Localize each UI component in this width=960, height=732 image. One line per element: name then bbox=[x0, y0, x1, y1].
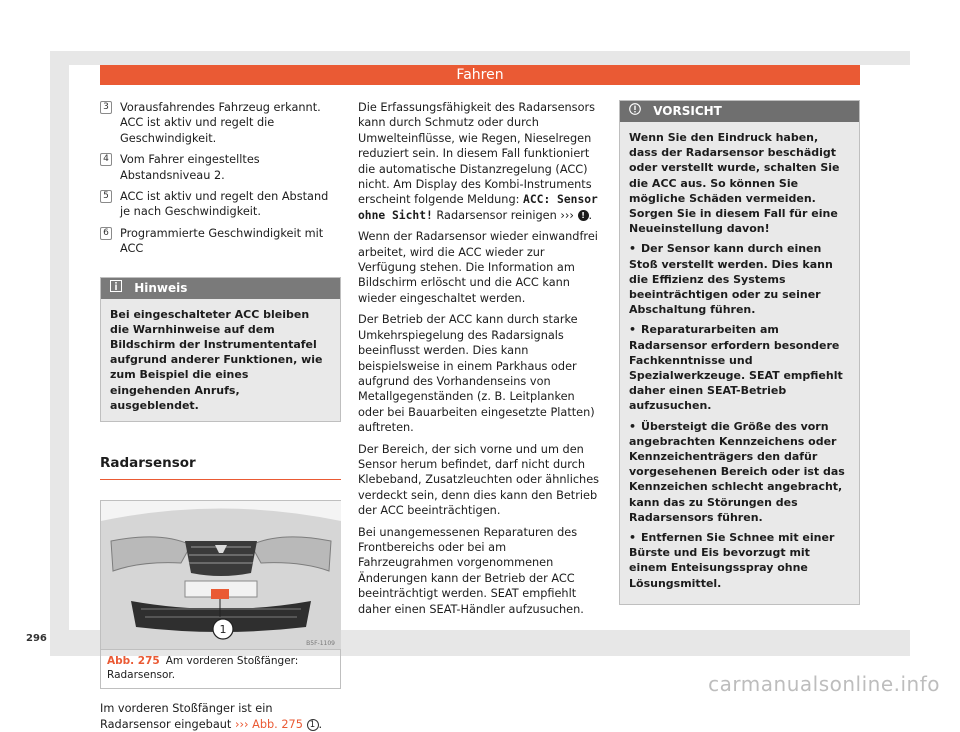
intro-end: . bbox=[318, 717, 323, 731]
item-number-badge: 3 bbox=[100, 101, 112, 114]
caution-bullet: • Entfernen Sie Schnee mit einer Bürste und Eis bevorzugt mit einem Enteisungsspray ohne Lösungsmittel. bbox=[629, 530, 850, 591]
hint-header bbox=[101, 278, 340, 299]
list-item-text: Programmierte Geschwindigkeit mit ACC bbox=[120, 226, 324, 256]
paragraph-text: Radarsensor reinigen bbox=[436, 208, 557, 222]
left-column bbox=[100, 100, 341, 732]
paragraph-end: . bbox=[588, 208, 593, 222]
item-number-badge: 4 bbox=[100, 153, 112, 166]
ref-arrow: ››› bbox=[234, 717, 249, 731]
figure-code: B5F-1109 bbox=[306, 640, 335, 648]
list-item-text: Vom Fahrer eingestelltes Abstandsniveau 2. bbox=[120, 153, 260, 182]
section-title: Radarsensor bbox=[100, 456, 341, 480]
item-number-badge: 6 bbox=[100, 227, 112, 240]
hint-box bbox=[100, 277, 341, 422]
caution-intro: Wenn Sie den Eindruck haben, dass der Radarsensor beschädigt oder verstellt wurde, schalten Sie die ACC aus. So können Sie mögliche Schäden vermeiden. Sorgen Sie in diesem Fall für eine Neueinstellung davon! bbox=[629, 131, 840, 236]
hint-title: Hinweis bbox=[134, 280, 188, 295]
intro-paragraph bbox=[100, 701, 341, 732]
figure bbox=[100, 500, 341, 689]
chapter-header: Fahren bbox=[100, 65, 860, 85]
paragraph-text: Die Erfassungsfähigkeit des Radarsensors kann durch Schmutz oder durch Umwelteinflüsse, wie Regen, Nieselregen reduziert sein. In diesem Fall funktioniert die automatische Distanzregelung (ACC) nicht. Am Display des Kombi-Instruments erscheint folgende Meldung: bbox=[358, 101, 596, 207]
paragraph: Der Betrieb der ACC kann durch starke Umkehrspiegelung des Radarsignals beeinflusst werden. Dies kann beispielsweise in einem Parkhaus oder aufgrund des Vorhandenseins von Metallgegenständen (z. B. Leitplanken oder bei Bauarbeiten eingesetzte Platten) auftreten. bbox=[358, 313, 595, 435]
list-item bbox=[100, 189, 341, 220]
paragraph: Wenn der Radarsensor wieder einwandfrei arbeitet, wird die ACC wieder zur Verfügung stehen. Die Information am Bildschirm erlöscht und die ACC kann wieder eingeschaltet werden. bbox=[358, 230, 598, 305]
reference-link[interactable] bbox=[235, 718, 303, 731]
right-column bbox=[619, 100, 860, 605]
paragraph bbox=[358, 100, 603, 223]
info-icon bbox=[110, 278, 122, 299]
warning-icon: ! bbox=[578, 210, 589, 221]
intro-text: Im vorderen Stoßfänger ist ein Radarsensor eingebaut bbox=[100, 702, 273, 731]
exclamation-circle-icon bbox=[629, 101, 641, 122]
page-number: 296 bbox=[26, 633, 47, 644]
caution-bullet: • Reparaturarbeiten am Radarsensor erfordern besondere Fachkenntnisse und Spezialwerkzeuge. SEAT empfiehlt daher einen SEAT-Betrieb aufzusuchen. bbox=[629, 322, 850, 413]
hint-text: Bei eingeschalteter ACC bleiben die Warnhinweise auf dem Bildschirm der Instrumententafel aufgrund anderer Funktionen, wie zum Beispiel die eines eingehenden Anrufs, ausgeblendet. bbox=[101, 299, 340, 421]
display-message: ACC: Sensor ohne Sicht! bbox=[358, 193, 598, 222]
list-item bbox=[100, 152, 341, 183]
car-front-illustration bbox=[101, 501, 341, 649]
figure-callout: 1 bbox=[219, 623, 227, 637]
figure-caption-text: Am vorderen Stoßfänger: Radarsensor. bbox=[107, 655, 299, 682]
caution-bullet: • Der Sensor kann durch einen Stoß verstellt werden. Dies kann die Effizienz des Systems beeinträchtigen oder zu seiner Abschaltung führen. bbox=[629, 241, 850, 317]
caution-bullet: • Übersteigt die Größe des vorn angebrachten Kennzeichens oder Kennzeichenträgers den dafür vorgesehenen Bereich oder ist das Kennzeichen schlecht angebracht, kann das zu Störungen des Radarsensors führen. bbox=[629, 419, 850, 525]
list-item-text: Vorausfahrendes Fahrzeug erkannt. ACC ist aktiv und regelt die Geschwindigkeit. bbox=[120, 101, 321, 145]
ref-label: Abb. 275 bbox=[252, 717, 303, 731]
ref-arrow[interactable]: ››› bbox=[560, 208, 574, 222]
list-item bbox=[100, 226, 341, 257]
list-item bbox=[100, 100, 341, 146]
list-item-text: ACC ist aktiv und regelt den Abstand je nach Geschwindigkeit. bbox=[120, 190, 329, 219]
figure-ref: Abb. 275 bbox=[107, 655, 160, 668]
paragraph: Bei unangemessenen Reparaturen des Frontbereichs oder bei am Fahrzeugrahmen vorgenommenen Änderungen kann der Betrieb der ACC beeinträchtigt werden. SEAT empfiehlt daher einen SEAT-Händler aufzusuchen. bbox=[358, 525, 584, 616]
caution-body bbox=[620, 122, 859, 604]
caution-box bbox=[619, 100, 860, 605]
item-number-badge: 5 bbox=[100, 190, 112, 203]
middle-column bbox=[358, 100, 603, 623]
caution-header bbox=[620, 101, 859, 122]
figure-caption bbox=[101, 649, 340, 688]
callout-badge: 1 bbox=[307, 719, 319, 731]
paragraph: Der Bereich, der sich vorne und um den Sensor herum befindet, darf nicht durch Klebeband, Zusatzleuchten oder ähnliches verdeckt sein, denn dies kann den Betrieb der ACC beeinträchtigen. bbox=[358, 442, 600, 518]
caution-title: VORSICHT bbox=[653, 104, 722, 118]
watermark: carmanualsonline.info bbox=[708, 672, 940, 696]
